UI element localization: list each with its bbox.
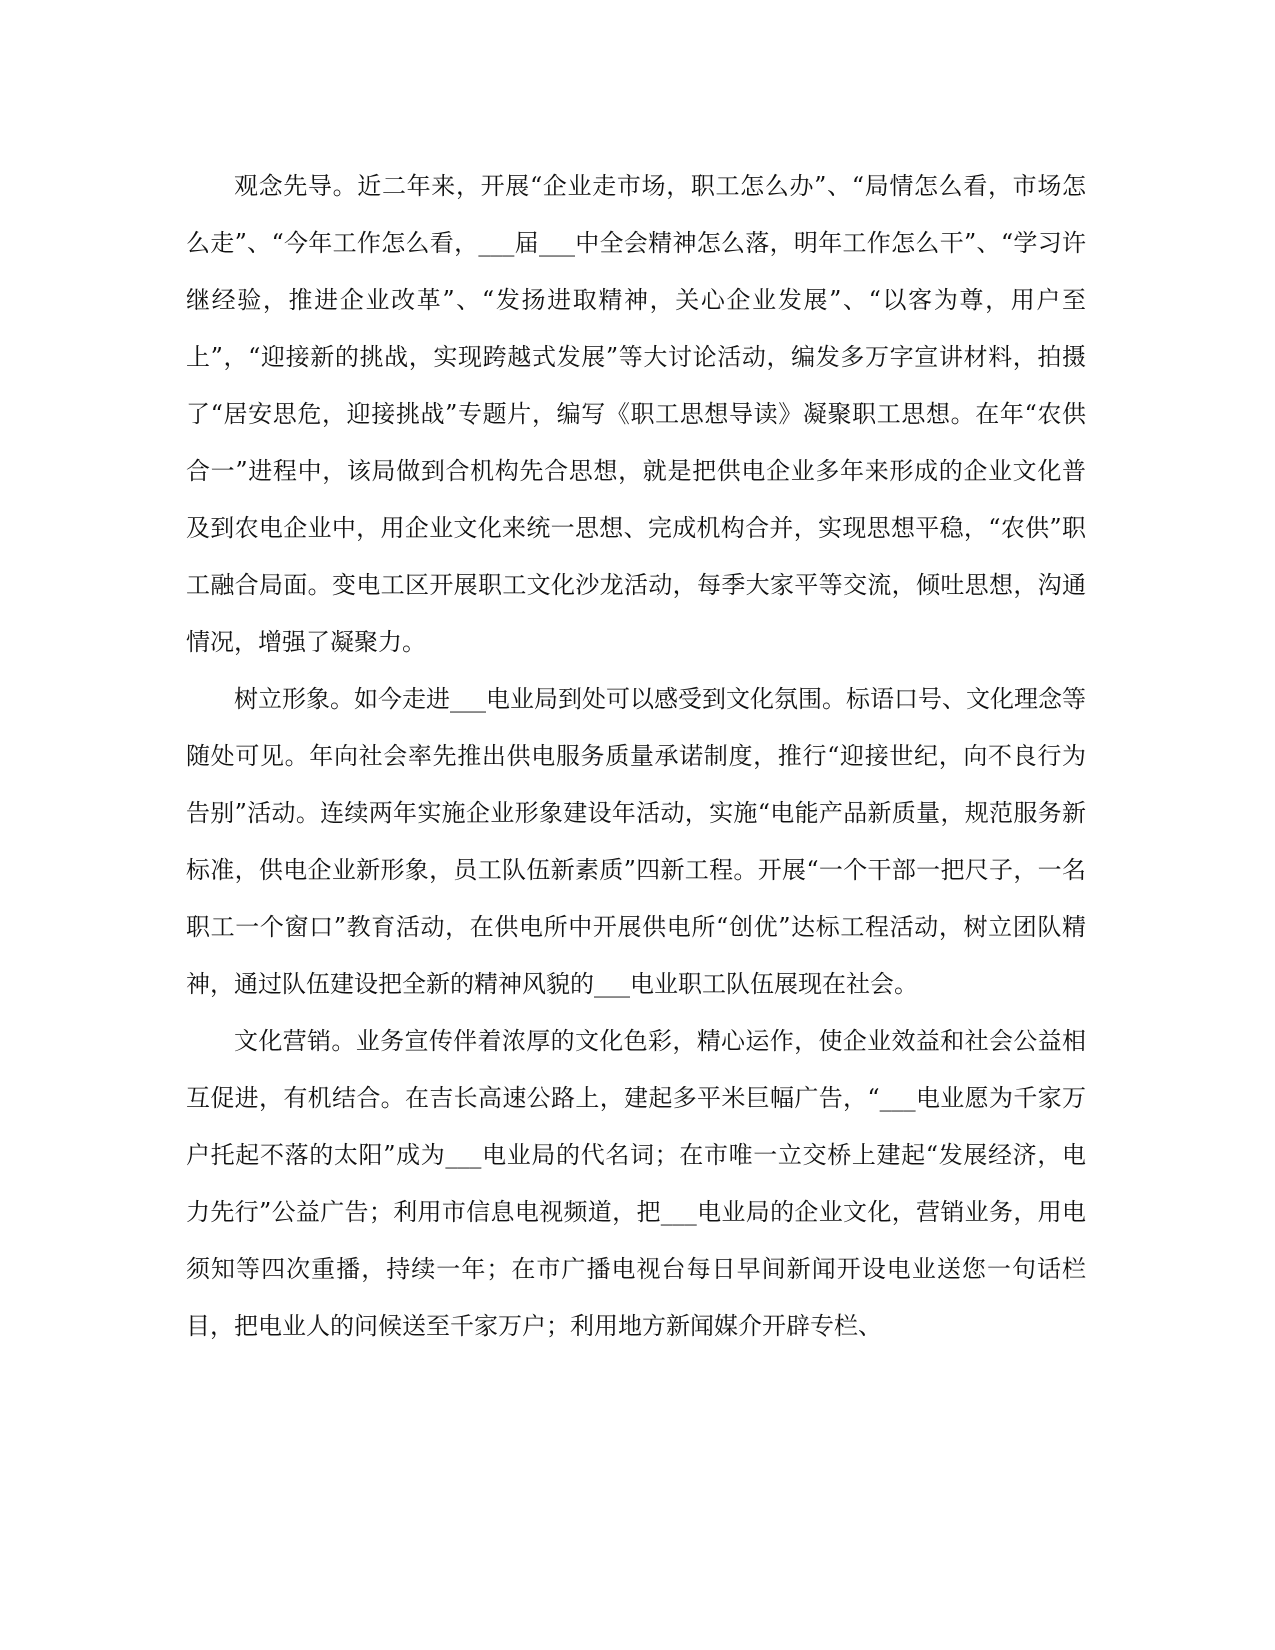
paragraph-concept-guidance: 观念先导。近二年来，开展“企业走市场，职工怎么办”、“局情怎么看，市场怎么走”、“今年工作怎么看，___届___中全会精神怎么落，明年工作怎么干”、“学习许继经验，推进企业改革”、“发扬进取精神，关心企业发展”、“以客为尊，用户至上”，“迎接新的挑战，实现跨越式发展”等大讨论活动，编发多万字宣讲材料，拍摄了“居安思危，迎接挑战”专题片，编写《职工思想导读》凝聚职工思想。在年“农供合一”进程中，该局做到合机构先合思想，就是把供电企业多年来形成的企业文化普及到农电企业中，用企业文化来统一思想、完成机构合并，实现思想平稳，“农供”职工融合局面。变电工区开展职工文化沙龙活动，每季大家平等交流，倾吐思想，沟通情况，增强了凝聚力。: [186, 172, 1086, 656]
paragraph-build-image: 树立形象。如今走进___电业局到处可以感受到文化氛围。标语口号、文化理念等随处可见。年向社会率先推出供电服务质量承诺制度，推行“迎接世纪，向不良行为告别”活动。连续两年实施企业形象建设年活动，实施“电能产品新质量，规范服务新标准，供电企业新形象，员工队伍新素质”四新工程。开展“一个干部一把尺子，一名职工一个窗口”教育活动，在供电所中开展供电所“创优”达标工程活动，树立团队精神，通过队伍建设把全新的精神风貌的___电业职工队伍展现在社会。: [186, 685, 1086, 998]
paragraph-cultural-marketing: 文化营销。业务宣传伴着浓厚的文化色彩，精心运作，使企业效益和社会公益相互促进，有机结合。在吉长高速公路上，建起多平米巨幅广告，“___电业愿为千家万户托起不落的太阳”成为___电业局的代名词；在市唯一立交桥上建起“发展经济，电力先行”公益广告；利用市信息电视频道，把___电业局的企业文化，营销业务，用电须知等四次重播，持续一年；在市广播电视台每日早间新闻开设电业送您一句话栏目，把电业人的问候送至千家万户；利用地方新闻媒介开辟专栏、: [186, 1027, 1086, 1340]
document-body: [186, 158, 1086, 1355]
